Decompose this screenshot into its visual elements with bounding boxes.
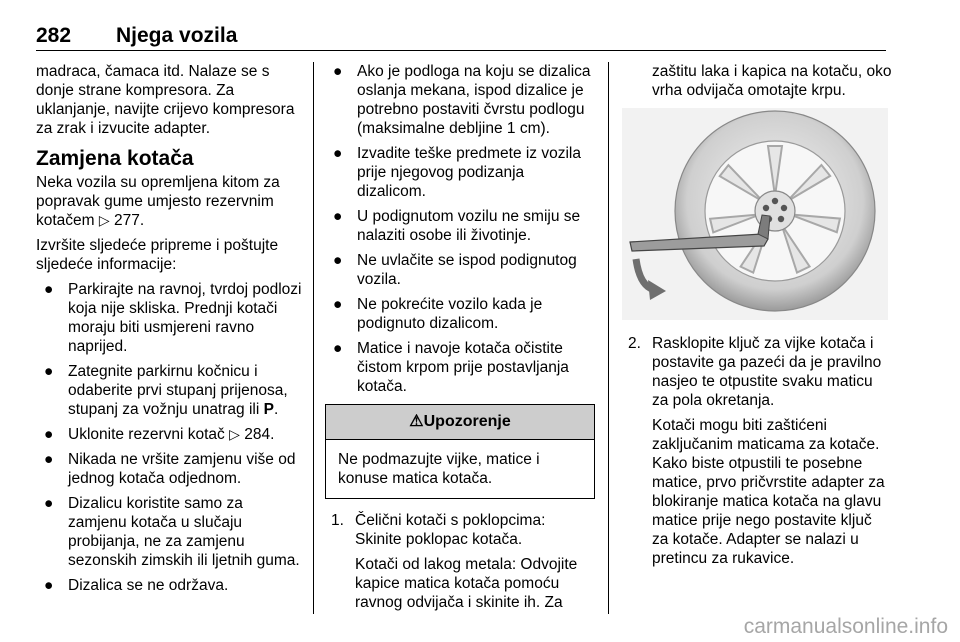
column-left — [36, 62, 302, 601]
list-item: ● Ne uvlačite se ispod podignutog vozila. — [333, 252, 577, 288]
column-middle — [325, 62, 595, 618]
list-item: ● Parkirajte na ravnoj, tvrdoj podlozi koja nije skliska. Prednji kotači moraju biti usmjereni ravno naprijed. — [44, 281, 302, 355]
paragraph-preparation: Izvršite sljedeće pripreme i poštujte sljedeće informacije: — [36, 237, 279, 273]
paragraph-repair-kit: Neka vozila su opremljena kitom za popravak gume umjesto rezervnim kotačem ▷ 277. — [36, 174, 280, 229]
list-item: ● Ne pokrećite vozilo kada je podignuto dizalicom. — [333, 296, 543, 332]
step-number: 1. — [331, 512, 344, 529]
warning-triangle-icon: ⚠ — [409, 413, 424, 430]
bullet-icon: ● — [44, 426, 54, 443]
page-header — [36, 12, 886, 51]
bullet-icon: ● — [44, 363, 54, 380]
section-heading: Zamjena kotača — [36, 147, 194, 170]
step-item: 2. Rasklopite ključ za vijke kotača i postavite ga pazeći da je pravilno nasjeo te otpustite svaku maticu za pola okretanja. — [628, 335, 882, 409]
list-item: ● Zategnite parkirnu kočnicu i odaberite prvi stupanj prijenosa, stupanj za vožnju unatrag ili P. — [44, 363, 288, 418]
list-item: ● Uklonite rezervni kotač ▷ 284. — [44, 426, 275, 443]
bullet-icon: ● — [44, 495, 54, 512]
bullet-icon: ● — [333, 252, 343, 269]
intro-paragraph: madraca, čamaca itd. Nalaze se s donje strane kompresora. Za uklanjanje, navijte crijevo kompresora za zrak i izvucite adapter. — [36, 63, 295, 137]
warning-header — [326, 405, 594, 440]
gear-p-label: P — [263, 401, 274, 418]
bullet-icon: ● — [44, 281, 54, 298]
bullet-icon: ● — [333, 340, 343, 357]
step-number: 2. — [628, 335, 641, 352]
list-item: ● Izvadite teške predmete iz vozila prije njegovog podizanja dizalicom. — [333, 145, 581, 200]
list-item: ● Ako je podloga na koju se dizalica oslanja mekana, ispod dizalice je potrebno postaviti čvrstu podlogu (maksimalne debljine 1 cm). — [333, 63, 591, 137]
step-continuation: zaštitu laka i kapica na kotaču, oko vrha odvijača omotajte krpu. — [652, 63, 892, 99]
page-reference-arrow-icon: ▷ — [229, 426, 240, 442]
bullet-icon: ● — [44, 577, 54, 594]
page-reference-link[interactable]: 284. — [244, 426, 275, 443]
bullet-icon: ● — [333, 63, 343, 80]
step-detail: Kotači mogu biti zaštićeni zaključanim maticama za kotače. Kako biste otpustili te posebne matice, prvo pričvrstite adapter za blokiranje matica kotača na glavu matice prije nego postavite ključ za kotače. Adapter se nalazi u pretincu za rukavice. — [652, 417, 885, 567]
list-item: ● Nikada ne vršite zamjenu više od jednog kotača odjednom. — [44, 451, 296, 487]
step-detail: Kotači od lakog metala: Odvojite kapice matica kotača pomoću ravnog odvijača i skinite ih. Za — [355, 556, 578, 611]
column-divider — [313, 62, 314, 614]
list-item: ● U podignutom vozilu ne smiju se nalaziti osobe ili životinje. — [333, 208, 581, 244]
step-item: 1. Čelični kotači s poklopcima: Skinite poklopac kotača. — [331, 512, 546, 548]
wheel-wrench-illustration — [622, 108, 888, 320]
column-divider — [608, 62, 609, 614]
watermark-text: carmanualsonline.info — [743, 615, 948, 638]
warning-box — [325, 404, 595, 499]
bullet-icon: ● — [44, 451, 54, 468]
page-reference-arrow-icon: ▷ — [98, 212, 110, 228]
list-item: ● Matice i navoje kotača očistite čistom krpom prije postavljanja kotača. — [333, 340, 569, 395]
bullet-icon: ● — [333, 145, 343, 162]
list-item: ● Dizalicu koristite samo za zamjenu kotača u slučaju probijanja, ne za zamjenu sezonskih zimskih ili ljetnih guma. — [44, 495, 300, 569]
bullet-icon: ● — [333, 296, 343, 313]
page-number: 282 — [36, 24, 72, 47]
warning-title: Upozorenje — [423, 413, 511, 430]
page-reference-link[interactable]: 277. — [114, 212, 145, 229]
column-right — [622, 62, 892, 574]
chapter-title: Njega vozila — [116, 24, 238, 47]
bullet-icon: ● — [333, 208, 343, 225]
wheel-with-wrench-image — [622, 108, 888, 320]
warning-text: Ne podmazujte vijke, matice i konuse matica kotača. — [338, 451, 540, 487]
list-item: ● Dizalica se ne održava. — [44, 577, 229, 594]
